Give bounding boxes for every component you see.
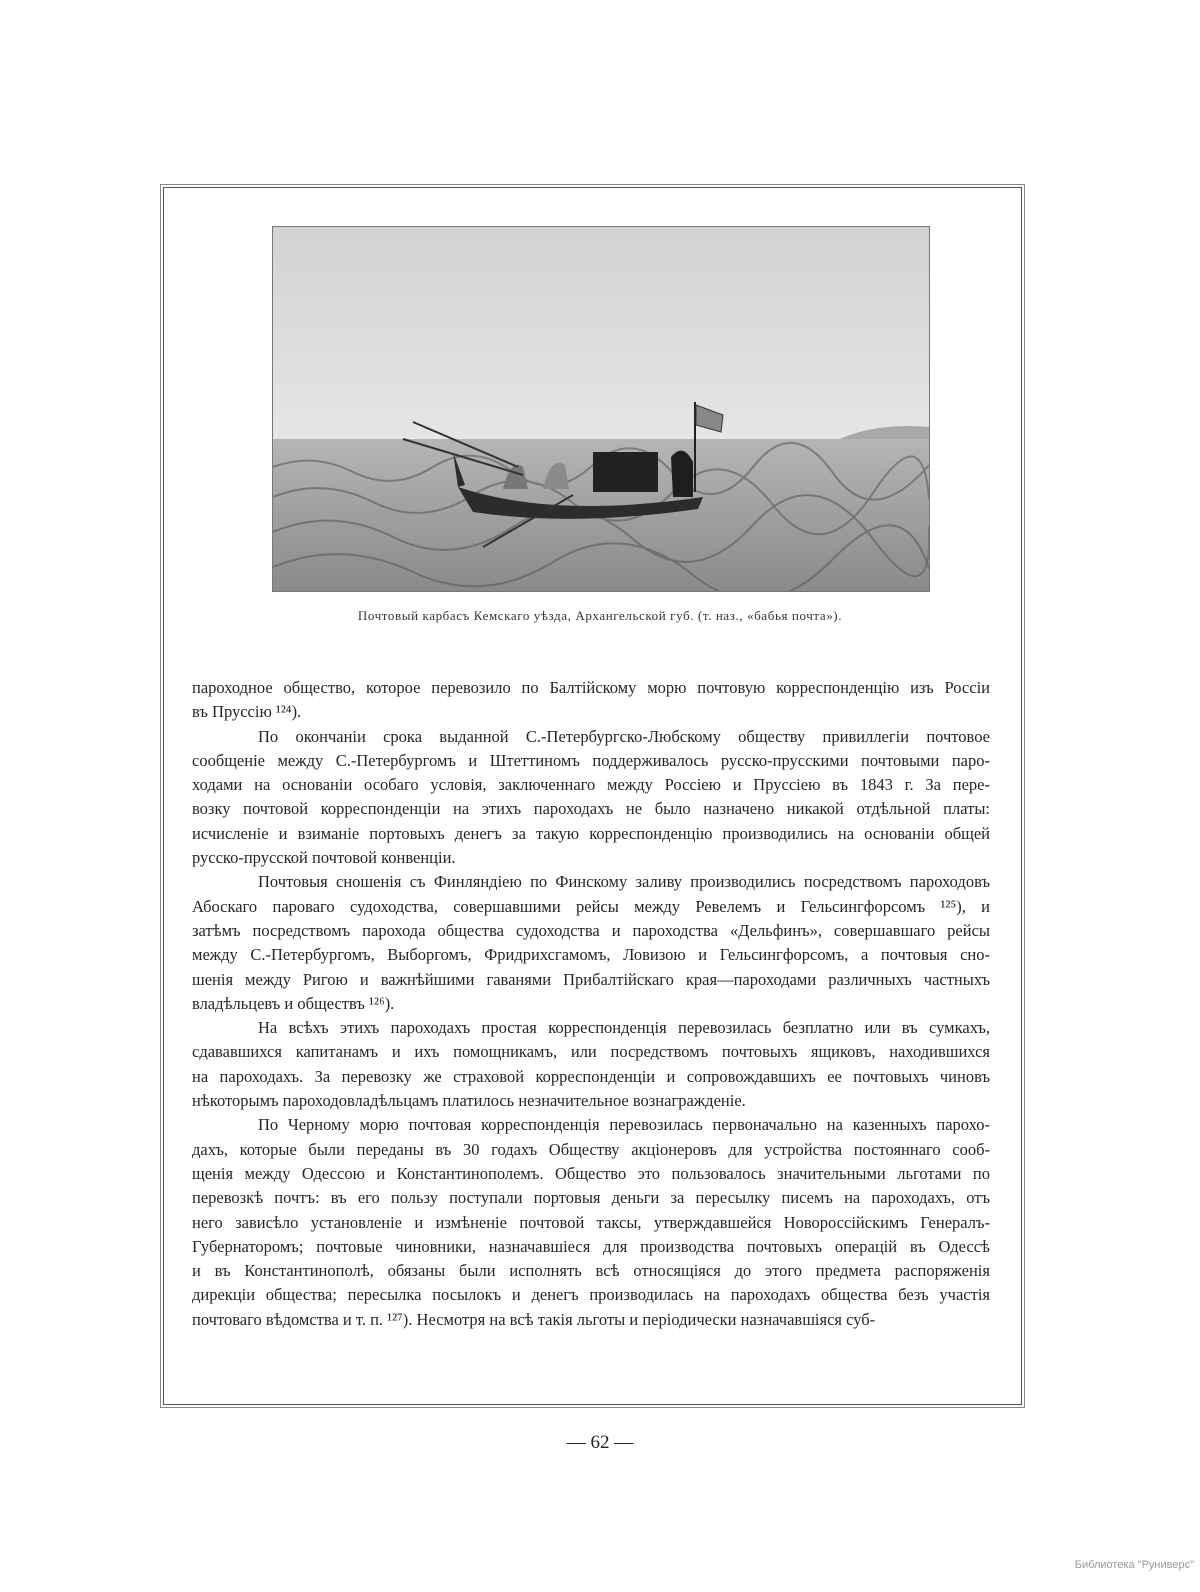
- text-line: въ Пруссію ¹²⁴).: [192, 702, 302, 722]
- page-number: — 62 —: [566, 1432, 634, 1453]
- text-line: него зависѣло установленіе и измѣненіе почтовой таксы, утверждавшейся Новороссійскимъ Генералъ-: [192, 1212, 990, 1232]
- text-line: щенія между Одессою и Константинополемъ. Общество это пользовалось значительными льготами по: [192, 1163, 990, 1183]
- library-watermark: Библиотека "Руниверс": [1074, 1559, 1194, 1571]
- text-line: между С.-Петербургомъ, Выборгомъ, Фридрихсгамомъ, Ловизою и Гельсингфорсомъ, а почтовыя сно-: [192, 945, 990, 965]
- text-line: ходами на основаніи особаго условія, заключеннаго между Россіею и Пруссіею въ 1843 г. За пере-: [192, 775, 990, 795]
- text-line: русско-прусской почтовой конвенціи.: [192, 848, 456, 868]
- sky: [273, 227, 929, 442]
- text-line: владѣльцевъ и обществъ ¹²⁶).: [192, 993, 395, 1013]
- paragraph: [192, 725, 990, 871]
- paragraph: [192, 870, 990, 1016]
- text-line: Абоскаго пароваго судоходства, совершавшими рейсы между Ревелемъ и Гельсингфорсомъ ¹²⁵), и: [192, 896, 990, 916]
- text-line: дирекціи общества; пересылка посылокъ и денегъ производилась на пароходахъ общества безъ участія: [192, 1285, 990, 1305]
- text-line: нѣкоторымъ пароходовладѣльцамъ платилось незначительное вознагражденіе.: [192, 1091, 746, 1111]
- text-line: возку почтовой корреспонденціи на этихъ пароходахъ не было назначено никакой отдѣльной платы:: [192, 799, 990, 819]
- illustration-boat-at-sea: [272, 226, 930, 592]
- illustration-caption: Почтовый карбасъ Кемскаго уѣзда, Архангельской губ. (т. наз., «бабья почта»).: [357, 608, 843, 623]
- text-line: почтоваго вѣдомства и т. п. ¹²⁷). Несмотря на всѣ такія льготы и періодически назначавшіяся суб-: [192, 1309, 876, 1329]
- paragraph: [192, 1016, 990, 1113]
- text-line: и въ Константинополѣ, обязаны были исполнять всѣ относящіяся до этого предмета распоряженія: [192, 1261, 990, 1281]
- text-line: дахъ, которые были переданы въ 30 годахъ Обществу акціонеровъ для устройства постояннаго сооб-: [192, 1139, 990, 1159]
- body-text: [192, 676, 990, 1332]
- text-line: сдававшихся капитанамъ и ихъ помощникамъ, или посредствомъ почтовыхъ ящиковъ, находившихся: [192, 1042, 990, 1062]
- text-line: исчисленіе и взиманіе портовыхъ денегъ за такую корреспонденцію производились на основаніи общей: [192, 823, 990, 843]
- text-line: По окончаніи срока выданной С.-Петербургско-Любскому обществу привиллегіи почтовое: [258, 726, 990, 746]
- paragraph: [192, 676, 990, 725]
- text-line: на пароходахъ. За перевозку же страховой корреспонденціи и сопровождавшихъ ее почтовыхъ чиновъ: [192, 1066, 990, 1086]
- paragraph: [192, 1113, 990, 1332]
- text-line: сообщеніе между С.-Петербургомъ и Штеттиномъ поддерживалось русско-прусскими почтовыми паро-: [192, 750, 990, 770]
- text-line: перевозкѣ почтъ: въ его пользу поступали портовыя деньги за пересылку писемъ на пароходахъ, отъ: [192, 1188, 990, 1208]
- text-line: пароходное общество, которое перевозило по Балтійскому морю почтовую корреспонденцію изъ Россіи: [192, 678, 990, 697]
- text-line: На всѣхъ этихъ пароходахъ простая корреспонденція перевозилась безплатно или въ сумкахъ,: [258, 1018, 990, 1038]
- text-line: затѣмъ посредствомъ парохода общества судоходства и пароходства «Дельфинъ», совершавшаго рейсы: [192, 920, 990, 940]
- text-line: шенія между Ригою и важнѣйшими гаванями Прибалтійскаго края—пароходами различныхъ частныхъ: [192, 969, 990, 989]
- text-line: По Черному морю почтовая корреспонденція перевозилась первоначально на казенныхъ парохо-: [258, 1115, 990, 1135]
- text-line: Почтовыя сношенія съ Финляндіею по Финскому заливу производились посредствомъ пароходовъ: [258, 872, 990, 892]
- text-line: Губернаторомъ; почтовые чиновники, назначавшіеся для производства почтовыхъ операцій въ Одессѣ: [192, 1236, 990, 1256]
